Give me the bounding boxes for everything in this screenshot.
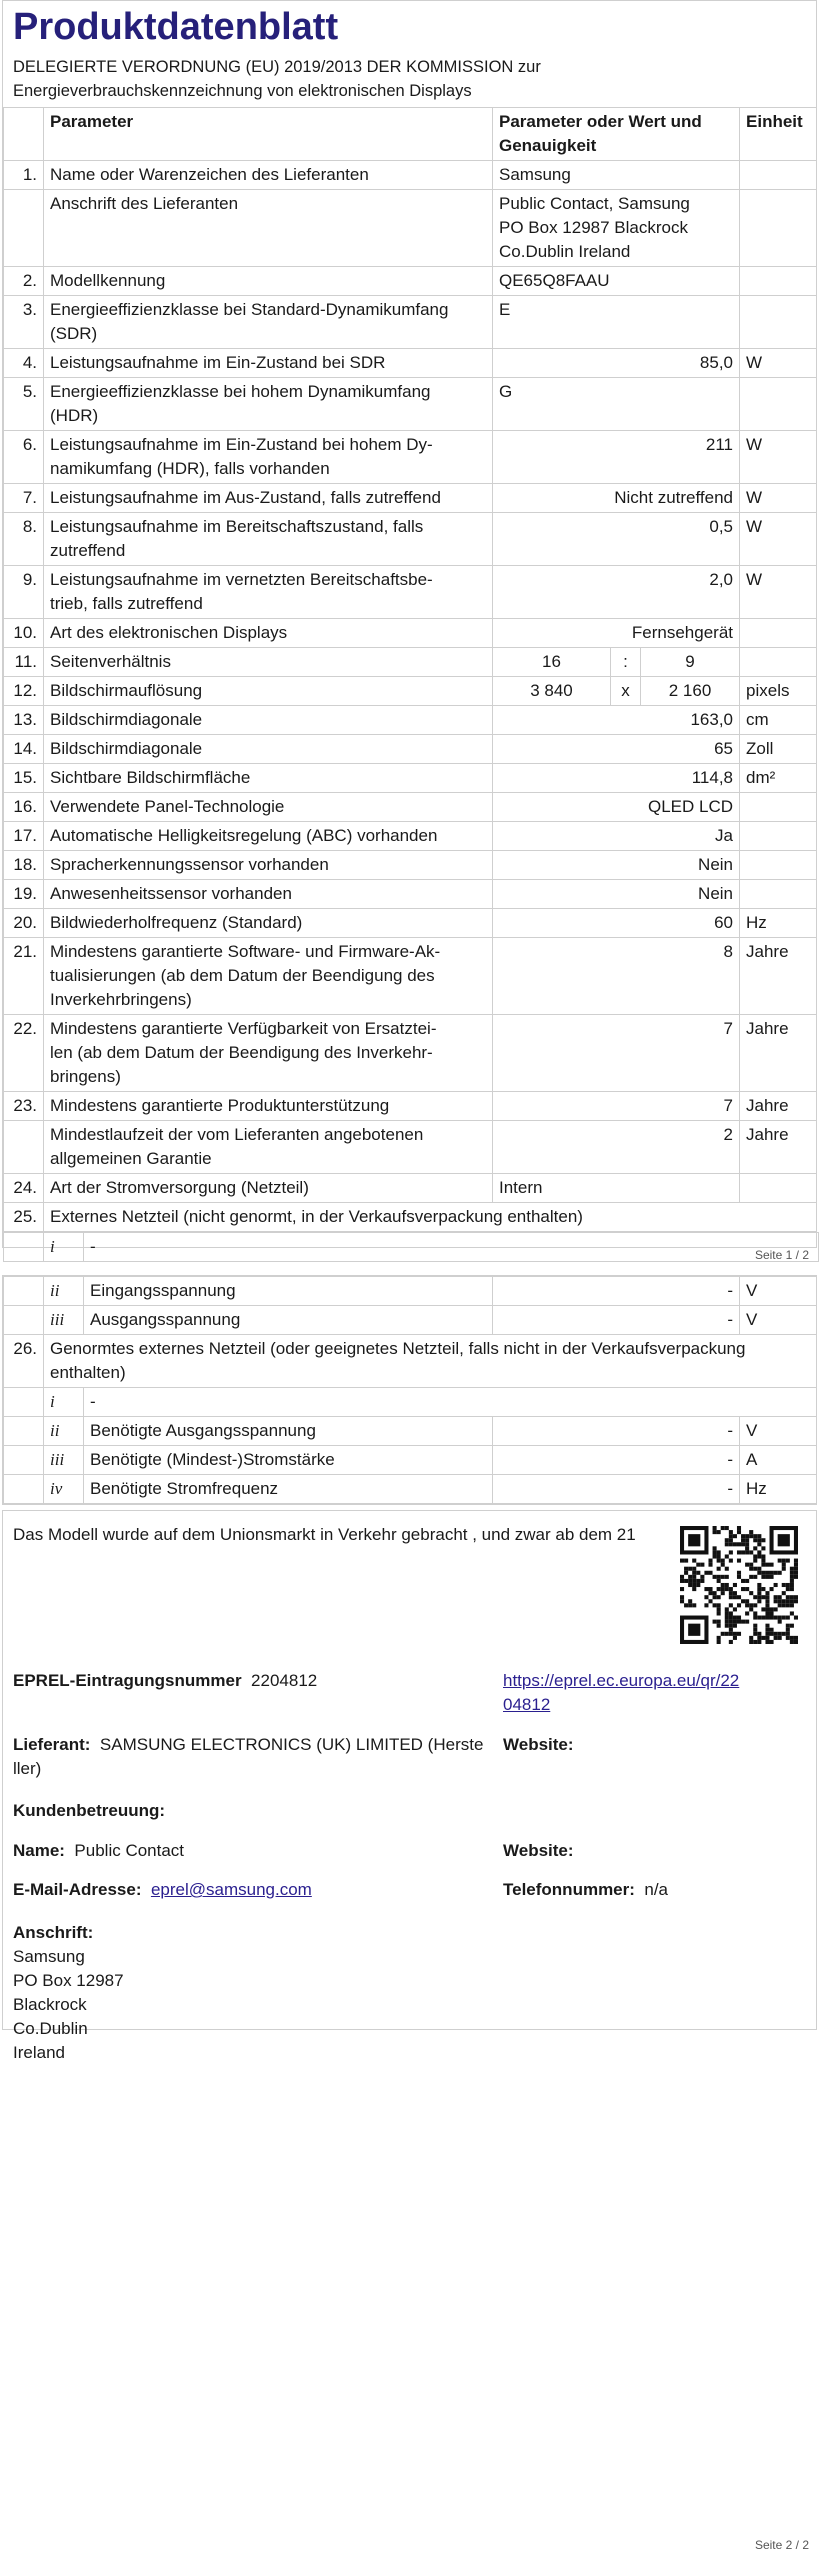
supplier-website-label: Website: [503, 1735, 574, 1754]
page-2 [0, 1265, 819, 2560]
contact-email: E-Mail-Adresse: eprel@samsung.com [13, 1880, 312, 1899]
table-row: 17. Automatische Helligkeitsregelung (ABC) vorhanden Ja [4, 822, 817, 851]
page-number: Seite 1 / 2 [754, 1248, 809, 1262]
market-date-text: Das Modell wurde auf dem Unionsmarkt in Verkehr gebracht , und zwar ab dem 21 [13, 1525, 636, 1544]
parameter-subtable-25 [3, 1232, 819, 1262]
table-row: 26. Genormtes externes Netzteil (oder geeignetes Netzteil, falls nicht in der Verkaufsverpackung enthalten) [4, 1335, 817, 1388]
table-row: Mindestlaufzeit der vom Lieferanten angebotenen allgemeinen Garantie 2 Jahre [4, 1121, 817, 1174]
table-row: ii Benötigte Ausgangsspannung - V [4, 1417, 817, 1446]
table-row: 1. Name oder Warenzeichen des Lieferanten Samsung [4, 161, 817, 190]
table-row: 22. Mindestens garantierte Verfügbarkeit von Ersatztei- len (ab dem Datum der Beendigung des Inverkehr- bringens) 7 Jahre [4, 1015, 817, 1092]
table-row: 16. Verwendete Panel-Technologie QLED LCD [4, 793, 817, 822]
page-number: Seite 2 / 2 [754, 2538, 809, 2552]
table-row: 23. Mindestens garantierte Produktunterstützung 7 Jahre [4, 1092, 817, 1121]
table-row: 11. Seitenverhältnis 16 : 9 [4, 648, 817, 677]
supplier-info-box [2, 1510, 817, 2062]
table-row: 18. Spracherkennungssensor vorhanden Nein [4, 851, 817, 880]
parameter-table [3, 107, 817, 1232]
table-row: 7. Leistungsaufnahme im Aus-Zustand, falls zutreffend Nicht zutreffend W [4, 484, 817, 513]
table-row: 21. Mindestens garantierte Software- und Firmware-Ak- tualisierungen (ab dem Datum der Beendigung des Inverkehrbringens) 8 Jahre [4, 938, 817, 1015]
table-row: iii Ausgangsspannung - V [4, 1306, 817, 1335]
contact-website-label: Website: [503, 1841, 574, 1860]
col-header-parameter: Parameter [44, 108, 493, 161]
contact-phone: Telefonnummer: n/a [503, 1880, 669, 1899]
table-row: 8. Leistungsaufnahme im Bereitschaftszustand, falls zutreffend 0,5 W [4, 513, 817, 566]
table-row: 4. Leistungsaufnahme im Ein-Zustand bei SDR 85,0 W [4, 349, 817, 378]
table-row: 6. Leistungsaufnahme im Ein-Zustand bei hohem Dy- namikumfang (HDR), falls vorhanden 211 W [4, 431, 817, 484]
table-row: 24. Art der Stromversorgung (Netzteil) Intern [4, 1174, 817, 1203]
col-header-unit: Einheit [740, 108, 817, 161]
table-row: i - [4, 1388, 817, 1417]
table-header-row [4, 108, 817, 161]
table-row: ii Eingangsspannung - V [4, 1277, 817, 1306]
table-row: 25. Externes Netzteil (nicht genormt, in der Verkaufsverpackung enthalten) [4, 1203, 817, 1232]
table-row: 19. Anwesenheitssensor vorhanden Nein [4, 880, 817, 909]
eprel-qr-code[interactable] [680, 1526, 798, 1644]
table-row: 9. Leistungsaufnahme im vernetzten Bereitschaftsbe- trieb, falls zutreffend 2,0 W [4, 566, 817, 619]
table-row: 2. Modellkennung QE65Q8FAAU [4, 267, 817, 296]
table-row: 5. Energieeffizienzklasse bei hohem Dynamikumfang (HDR) G [4, 378, 817, 431]
datasheet-page-2-table [2, 1275, 817, 1505]
eprel-link[interactable]: https://eprel.ec.europa.eu/qr/22 04812 [503, 1671, 740, 1714]
table-row: 3. Energieeffizienzklasse bei Standard-Dynamikumfang (SDR) E [4, 296, 817, 349]
table-row: 14. Bildschirmdiagonale 65 Zoll [4, 735, 817, 764]
regulation-subtitle: DELEGIERTE VERORDNUNG (EU) 2019/2013 DER KOMMISSION zur Energieverbrauchskennzeichnung von elektronischen Displays [13, 58, 541, 100]
table-row: Anschrift des Lieferanten Public Contact, Samsung PO Box 12987 Blackrock Co.Dublin Ireland [4, 190, 817, 267]
table-row: 12. Bildschirmauflösung 3 840 x 2 160 pixels [4, 677, 817, 706]
eprel-registration: EPREL-Eintragungsnummer 2204812 [13, 1671, 318, 1690]
table-row: iv Benötigte Stromfrequenz - Hz [4, 1475, 817, 1504]
customer-service-label: Kundenbetreuung: [13, 1801, 166, 1820]
table-row: 20. Bildwiederholfrequenz (Standard) 60 Hz [4, 909, 817, 938]
parameter-table-continued [3, 1276, 817, 1504]
col-header-value: Parameter oder Wert und Genauigkeit [493, 108, 740, 161]
contact-name: Name: Public Contact [13, 1841, 185, 1860]
table-row: 10. Art des elektronischen Displays Fernsehgerät [4, 619, 817, 648]
contact-address: Anschrift: Samsung PO Box 12987 Blackrock Co.Dublin Ireland [13, 1923, 124, 2062]
table-row: iii Benötigte (Mindest-)Stromstärke - A [4, 1446, 817, 1475]
table-row: 15. Sichtbare Bildschirmfläche 114,8 dm² [4, 764, 817, 793]
table-row: i - [4, 1233, 819, 1262]
page-1 [0, 0, 819, 1265]
page-title: Produktdatenblatt [13, 6, 339, 48]
table-row: 13. Bildschirmdiagonale 163,0 cm [4, 706, 817, 735]
email-link[interactable]: eprel@samsung.com [150, 1880, 312, 1899]
supplier-field: Lieferant: SAMSUNG ELECTRONICS (UK) LIMITED (Herste ller) [13, 1735, 484, 1778]
